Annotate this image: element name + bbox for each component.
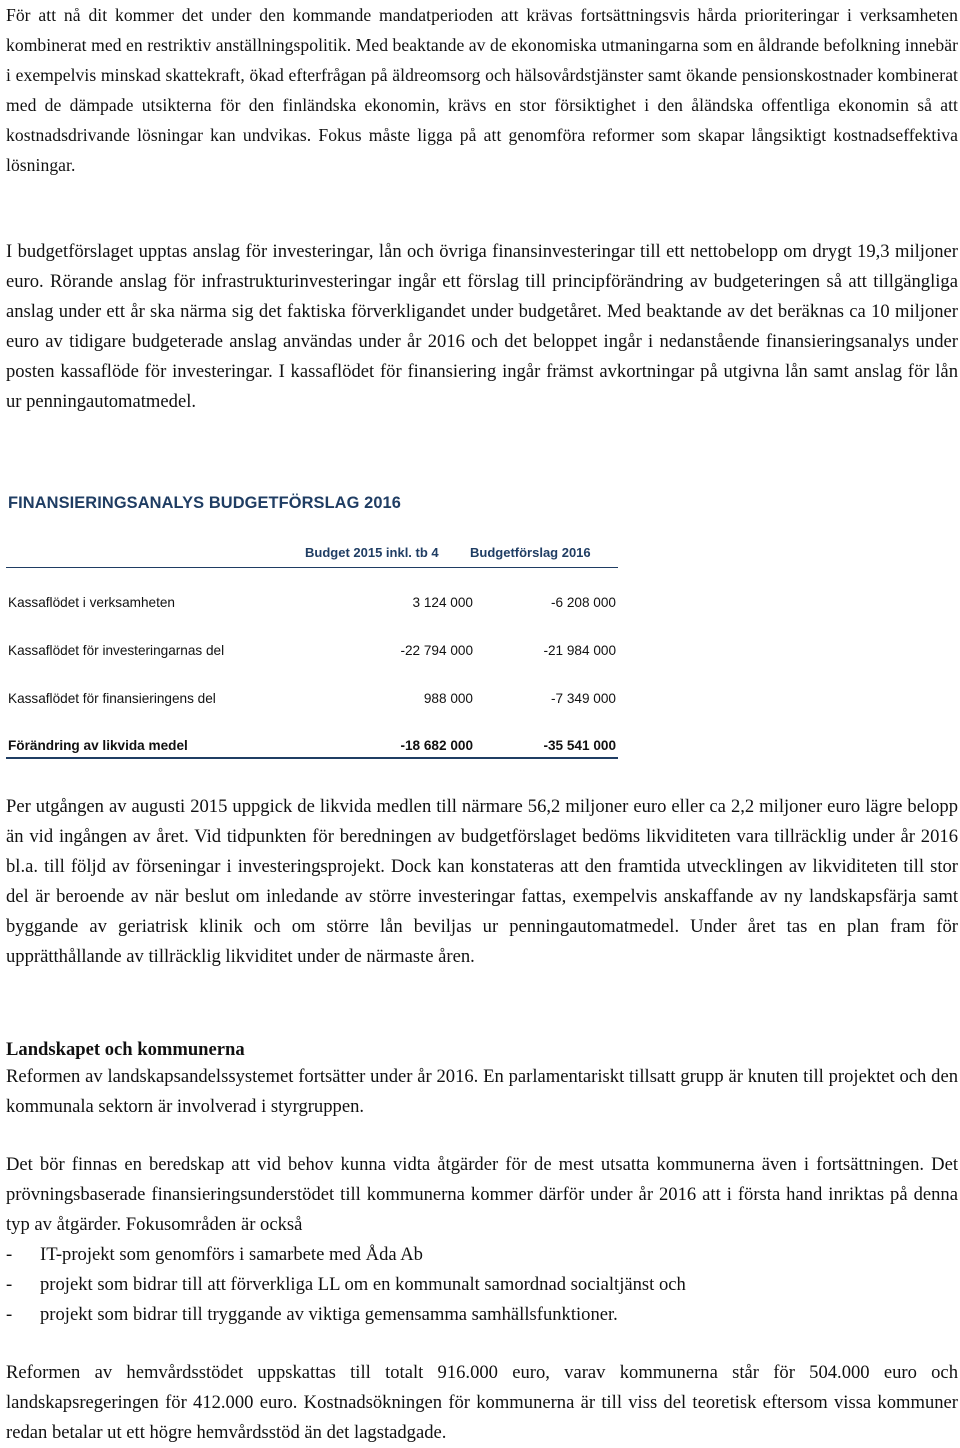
row-label: Kassaflödet i verksamheten (8, 595, 175, 610)
paragraph-intro: För att nå dit kommer det under den kommande mandatperioden att krävas fortsättningsvis hårda prioriteringar i verksamheten kombinerat med en restriktiv anställningspolitik. Med beaktande av de ekonomiska utmaningarna som en åldrande befolkning innebär i exempelvis minskad skattekraft, ökad efterfrågan på äldreomsorg och hälsovårdstjänster samt ökande pensionskostnader kombinerat med de dämpade utsikterna för den finländska ekonomin, krävs en stor försiktighet i den åländska offentliga ekonomin så att kostnadsdrivande lösningar kan undvikas. Fokus måste ligga på att genomföra reformer som skapar långsiktigt kostnadseffektiva lösningar. (6, 5, 958, 175)
row-value-2015: 3 124 000 (412, 595, 473, 610)
section-heading: Landskapet och kommunerna (6, 1039, 245, 1060)
list-marker: - (6, 1274, 13, 1295)
paragraph-reform: Reformen av landskapsandelssystemet fortsätter under år 2016. En parlamentariskt tillsatt grupp är knuten till projektet och den kommunala sektorn är involverad i styrgruppen. (6, 1066, 958, 1117)
list-item-text: projekt som bidrar till tryggande av viktiga gemensamma samhällsfunktioner. (40, 1304, 618, 1325)
row-value-2016: -6 208 000 (550, 595, 616, 610)
paragraph-home-care: Reformen av hemvårdsstödet uppskattas till totalt 916.000 euro, varav kommunerna står för 504.000 euro och landskapsregeringen för 412.000 euro. Kostnadsökningen för kommunerna är till viss del teoretisk eftersom vissa kommuner redan betalar ut ett högre hemvårdsstöd än det lagstadgade. (6, 1362, 958, 1443)
list-item-text: IT-projekt som genomförs i samarbete med Åda Ab (40, 1244, 423, 1265)
total-label: Förändring av likvida medel (8, 738, 188, 753)
paragraph-budget-investments: I budgetförslaget upptas anslag för investeringar, lån och övriga finansinvesteringar till ett nettobelopp om drygt 19,3 miljoner euro. Rörande anslag för infrastrukturinvesteringar ingår ett förslag till principförändring av budgeteringen så att tillgängliga anslag under ett år ska närma sig det faktiska förverkligandet under budgetåret. Med beaktande av det beräknas ca 10 miljoner euro av tidigare budgeterade anslag användas under år 2016 och det beloppet ingår i nedanstående finansieringsanalys under posten kassaflöde för investeringar. I kassaflödet för finansiering ingår främst avkortningar på utgivna lån samt anslag för lån ur penningautomatmedel. (6, 241, 958, 412)
paragraph-liquidity: Per utgången av augusti 2015 uppgick de likvida medlen till närmare 56,2 miljoner euro eller ca 2,2 miljoner euro lägre belopp än vid ingången av året. Vid tidpunkten för beredningen av budgetförslaget bedöms likviditeten vara tillräcklig under år 2016 bl.a. till följd av förseningar i investeringsprojekt. Dock kan konstateras att den framtida utvecklingen av likviditeten till stor del är beroende av när beslut om inledande av större investeringar fattas, exempelvis anskaffande av ny landskapsfärja samt byggande av geriatrisk klinik och om större lån beviljas ur penningautomatmedel. Under året tas en plan fram för upprätthållande av tillräcklig likviditet under de närmaste åren. (6, 796, 958, 967)
list-marker: - (6, 1244, 13, 1265)
financing-analysis-title: FINANSIERINGSANALYS BUDGETFÖRSLAG 2016 (8, 494, 401, 512)
paragraph-preparedness: Det bör finnas en beredskap att vid behov kunna vidta åtgärder för de mest utsatta kommunerna även i fortsättningen. Det prövningsbaserade finansieringsunderstödet till kommunerna kommer därför under år 2016 att i första hand inriktas på denna typ av åtgärder. Fokusområden är också (6, 1154, 958, 1235)
row-value-2015: -22 794 000 (400, 643, 473, 658)
row-value-2016: -7 349 000 (550, 691, 616, 706)
row-label: Kassaflödet för investeringarnas del (8, 643, 225, 658)
column-header-budget-2016: Budgetförslag 2016 (470, 545, 591, 560)
table-header-rule (6, 567, 618, 568)
row-value-2015: 988 000 (423, 691, 473, 706)
table-total-rule (6, 757, 618, 759)
row-value-2016: -21 984 000 (543, 643, 616, 658)
list-item-text: projekt som bidrar till att förverkliga LL om en kommunalt samordnad socialtjänst och (40, 1274, 686, 1295)
column-header-budget-2015: Budget 2015 inkl. tb 4 (305, 545, 439, 560)
row-label: Kassaflödet för finansieringens del (8, 691, 216, 706)
total-value-2015: -18 682 000 (400, 738, 473, 753)
list-marker: - (6, 1304, 13, 1325)
total-value-2016: -35 541 000 (543, 738, 616, 753)
